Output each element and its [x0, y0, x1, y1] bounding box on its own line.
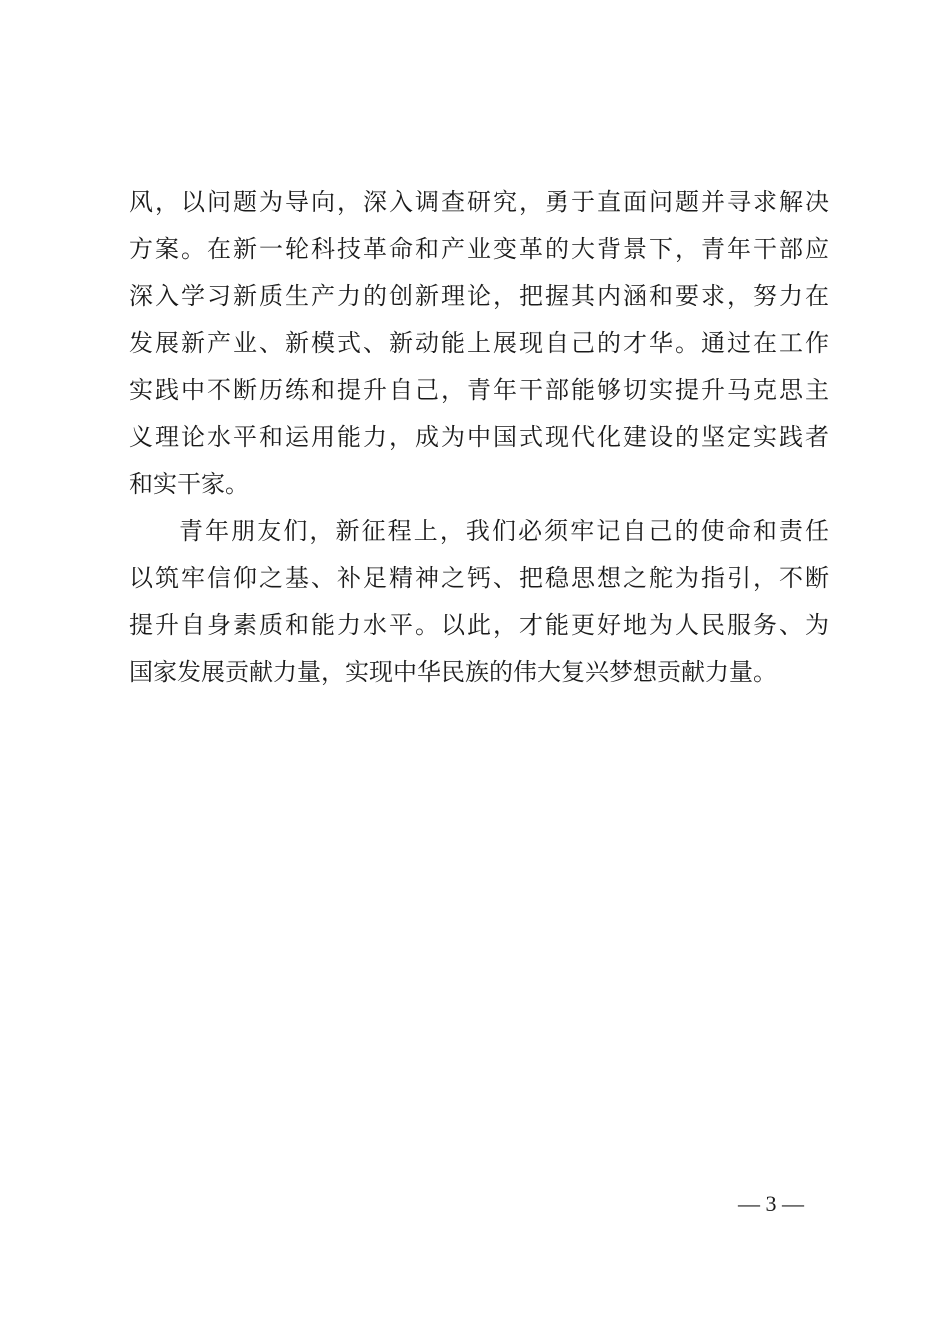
- text-line: 实践中不断历练和提升自己，青年干部能够切实提升马克思主: [129, 376, 829, 404]
- text-line: 青年朋友们，新征程上，我们必须牢记自己的使命和责任: [179, 517, 829, 545]
- body-text: [129, 179, 829, 696]
- text-line: 提升自身素质和能力水平。以此，才能更好地为人民服务、为: [129, 611, 829, 639]
- text-line: 以筑牢信仰之基、补足精神之钙、把稳思想之舵为指引，不断: [129, 564, 829, 592]
- text-line: 风，以问题为导向，深入调查研究，勇于直面问题并寻求解决: [129, 188, 829, 216]
- text-line: 国家发展贡献力量，实现中华民族的伟大复兴梦想贡献力量。: [129, 658, 777, 686]
- paragraph-1: [129, 179, 829, 508]
- paragraph-2: [129, 508, 829, 696]
- text-line: 深入学习新质生产力的创新理论，把握其内涵和要求，努力在: [129, 282, 829, 310]
- text-line: 义理论水平和运用能力，成为中国式现代化建设的坚定实践者: [129, 423, 829, 451]
- text-line: 和实干家。: [129, 470, 249, 498]
- text-line: 方案。在新一轮科技革命和产业变革的大背景下，青年干部应: [129, 235, 829, 263]
- text-line: 发展新产业、新模式、新动能上展现自己的才华。通过在工作: [129, 329, 829, 357]
- page-number: — 3 —: [738, 1191, 804, 1216]
